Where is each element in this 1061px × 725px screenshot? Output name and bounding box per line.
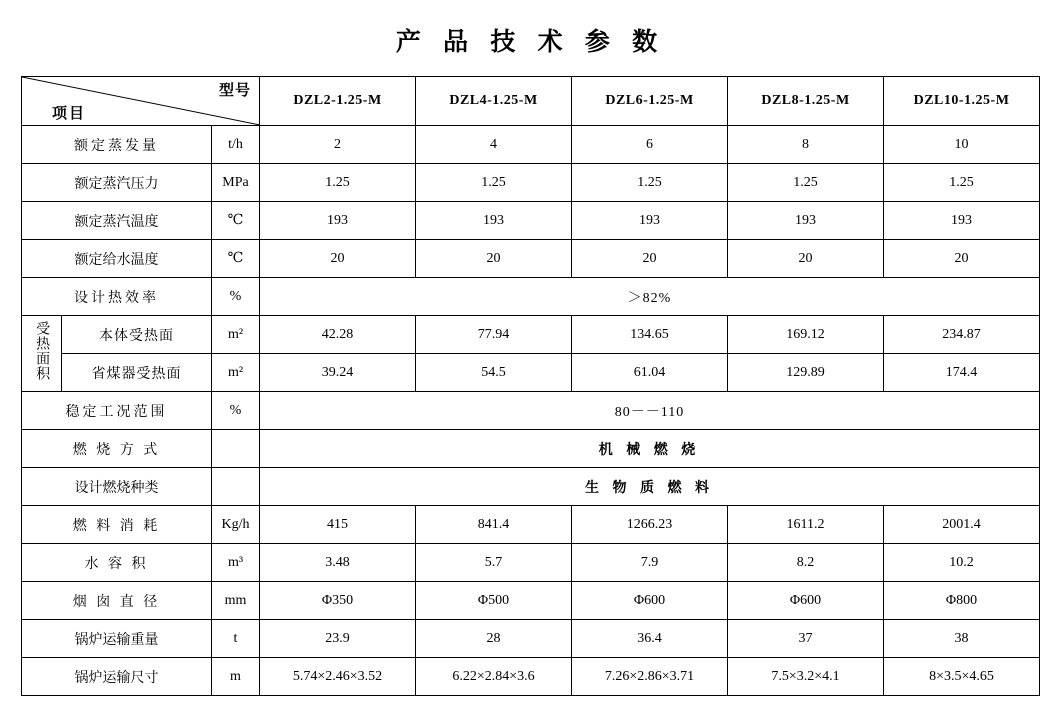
- row-label-thermal-efficiency: 设计热效率: [21, 278, 211, 316]
- row-label-fuel-type: 设计燃烧种类: [21, 468, 211, 506]
- table-row: [21, 164, 1039, 202]
- cell-value: 20: [260, 240, 416, 278]
- cell-value-merged: ＞82%: [260, 278, 1040, 316]
- row-label-rated-evaporation: 额定蒸发量: [21, 126, 211, 164]
- specifications-table: [21, 76, 1040, 696]
- row-label-transport-dimensions: 锅炉运输尺寸: [21, 658, 211, 696]
- model-header-1: DZL2-1.25-M: [260, 77, 416, 126]
- table-row: [21, 316, 1039, 354]
- cell-value: 36.4: [572, 620, 728, 658]
- cell-value: 4: [416, 126, 572, 164]
- table-row: [21, 278, 1039, 316]
- cell-value: 39.24: [260, 354, 416, 392]
- cell-value: Φ350: [260, 582, 416, 620]
- header-item-label: 项目: [51, 106, 86, 122]
- row-unit-fuel-type: [211, 468, 259, 506]
- cell-value: Φ600: [572, 582, 728, 620]
- row-unit-rated-steam-temp: ℃: [211, 202, 259, 240]
- cell-value: 38: [884, 620, 1040, 658]
- row-label-stable-operation-range: 稳定工况范围: [21, 392, 211, 430]
- row-unit-fuel-consumption: Kg/h: [211, 506, 259, 544]
- cell-value: 1.25: [572, 164, 728, 202]
- cell-value: 5.74×2.46×3.52: [260, 658, 416, 696]
- cell-value: 10: [884, 126, 1040, 164]
- cell-value: 28: [416, 620, 572, 658]
- cell-value: Φ600: [728, 582, 884, 620]
- cell-value: 20: [416, 240, 572, 278]
- table-row: [21, 430, 1039, 468]
- model-header-2: DZL4-1.25-M: [416, 77, 572, 126]
- row-label-fuel-consumption: 燃 料 消 耗: [21, 506, 211, 544]
- cell-value: 7.26×2.86×3.71: [572, 658, 728, 696]
- cell-value: 10.2: [884, 544, 1040, 582]
- row-unit-body-heating-surface: m²: [211, 316, 259, 354]
- row-unit-feedwater-temp: ℃: [211, 240, 259, 278]
- cell-value: 20: [884, 240, 1040, 278]
- model-header-4: DZL8-1.25-M: [728, 77, 884, 126]
- cell-value: 193: [572, 202, 728, 240]
- cell-value: 54.5: [416, 354, 572, 392]
- row-label-feedwater-temp: 额定给水温度: [21, 240, 211, 278]
- row-unit-transport-weight: t: [211, 620, 259, 658]
- row-unit-chimney-diameter: mm: [211, 582, 259, 620]
- model-header-5: DZL10-1.25-M: [884, 77, 1040, 126]
- cell-value: 129.89: [728, 354, 884, 392]
- cell-value-merged: 机 械 燃 烧: [260, 430, 1040, 468]
- cell-value: 8: [728, 126, 884, 164]
- cell-value: 1.25: [728, 164, 884, 202]
- row-unit-combustion-mode: [211, 430, 259, 468]
- cell-value: 841.4: [416, 506, 572, 544]
- cell-value: 77.94: [416, 316, 572, 354]
- table-row: [21, 620, 1039, 658]
- row-label-body-heating-surface: 本体受热面: [61, 316, 211, 354]
- cell-value: Φ800: [884, 582, 1040, 620]
- cell-value: 7.5×3.2×4.1: [728, 658, 884, 696]
- cell-value: 6.22×2.84×3.6: [416, 658, 572, 696]
- cell-value: 8.2: [728, 544, 884, 582]
- table-row: [21, 658, 1039, 696]
- page-title: 产 品 技 术 参 数: [395, 29, 666, 56]
- table-row: [21, 126, 1039, 164]
- cell-value: 37: [728, 620, 884, 658]
- cell-value: 134.65: [572, 316, 728, 354]
- cell-value: Φ500: [416, 582, 572, 620]
- cell-value: 1611.2: [728, 506, 884, 544]
- cell-value: 193: [728, 202, 884, 240]
- table-row: [21, 544, 1039, 582]
- cell-value: 8×3.5×4.65: [884, 658, 1040, 696]
- row-label-chimney-diameter: 烟 囱 直 径: [21, 582, 211, 620]
- model-header-3: DZL6-1.25-M: [572, 77, 728, 126]
- row-unit-water-volume: m³: [211, 544, 259, 582]
- cell-value: 1.25: [260, 164, 416, 202]
- row-label-combustion-mode: 燃 烧 方 式: [21, 430, 211, 468]
- row-label-water-volume: 水 容 积: [21, 544, 211, 582]
- cell-value: 1.25: [884, 164, 1040, 202]
- row-group-heating-surface: [21, 316, 61, 392]
- cell-value: 193: [260, 202, 416, 240]
- cell-value: 23.9: [260, 620, 416, 658]
- row-unit-transport-dimensions: m: [211, 658, 259, 696]
- cell-value: 234.87: [884, 316, 1040, 354]
- row-unit-rated-pressure: MPa: [211, 164, 259, 202]
- cell-value: 1266.23: [572, 506, 728, 544]
- cell-value: 2001.4: [884, 506, 1040, 544]
- row-unit-economizer-heating-surface: m²: [211, 354, 259, 392]
- row-unit-thermal-efficiency: %: [211, 278, 259, 316]
- cell-value: 415: [260, 506, 416, 544]
- cell-value: 20: [728, 240, 884, 278]
- row-label-rated-pressure: 额定蒸汽压力: [21, 164, 211, 202]
- cell-value: 2: [260, 126, 416, 164]
- table-row: [21, 468, 1039, 506]
- row-label-transport-weight: 锅炉运输重量: [21, 620, 211, 658]
- table-row: [21, 582, 1039, 620]
- table-row: [21, 202, 1039, 240]
- table-row: [21, 240, 1039, 278]
- table-header-row: [21, 77, 1039, 126]
- table-row: [21, 392, 1039, 430]
- cell-value: 174.4: [884, 354, 1040, 392]
- row-unit-rated-evaporation: t/h: [211, 126, 259, 164]
- cell-value: 61.04: [572, 354, 728, 392]
- cell-value-merged: 80－－110: [260, 392, 1040, 430]
- row-unit-stable-operation-range: %: [211, 392, 259, 430]
- cell-value: 6: [572, 126, 728, 164]
- header-corner-cell: [21, 77, 259, 126]
- cell-value: 7.9: [572, 544, 728, 582]
- cell-value: 193: [416, 202, 572, 240]
- row-label-economizer-heating-surface: 省煤器受热面: [61, 354, 211, 392]
- cell-value: 169.12: [728, 316, 884, 354]
- cell-value: 20: [572, 240, 728, 278]
- cell-value: 1.25: [416, 164, 572, 202]
- table-row: [21, 354, 1039, 392]
- header-model-label: 型号: [218, 83, 251, 99]
- row-group-heating-surface-label: 受热面积: [34, 321, 50, 382]
- cell-value: 42.28: [260, 316, 416, 354]
- cell-value: 193: [884, 202, 1040, 240]
- cell-value: 3.48: [260, 544, 416, 582]
- cell-value-merged: 生 物 质 燃 料: [260, 468, 1040, 506]
- row-label-rated-steam-temp: 额定蒸汽温度: [21, 202, 211, 240]
- table-row: [21, 506, 1039, 544]
- cell-value: 5.7: [416, 544, 572, 582]
